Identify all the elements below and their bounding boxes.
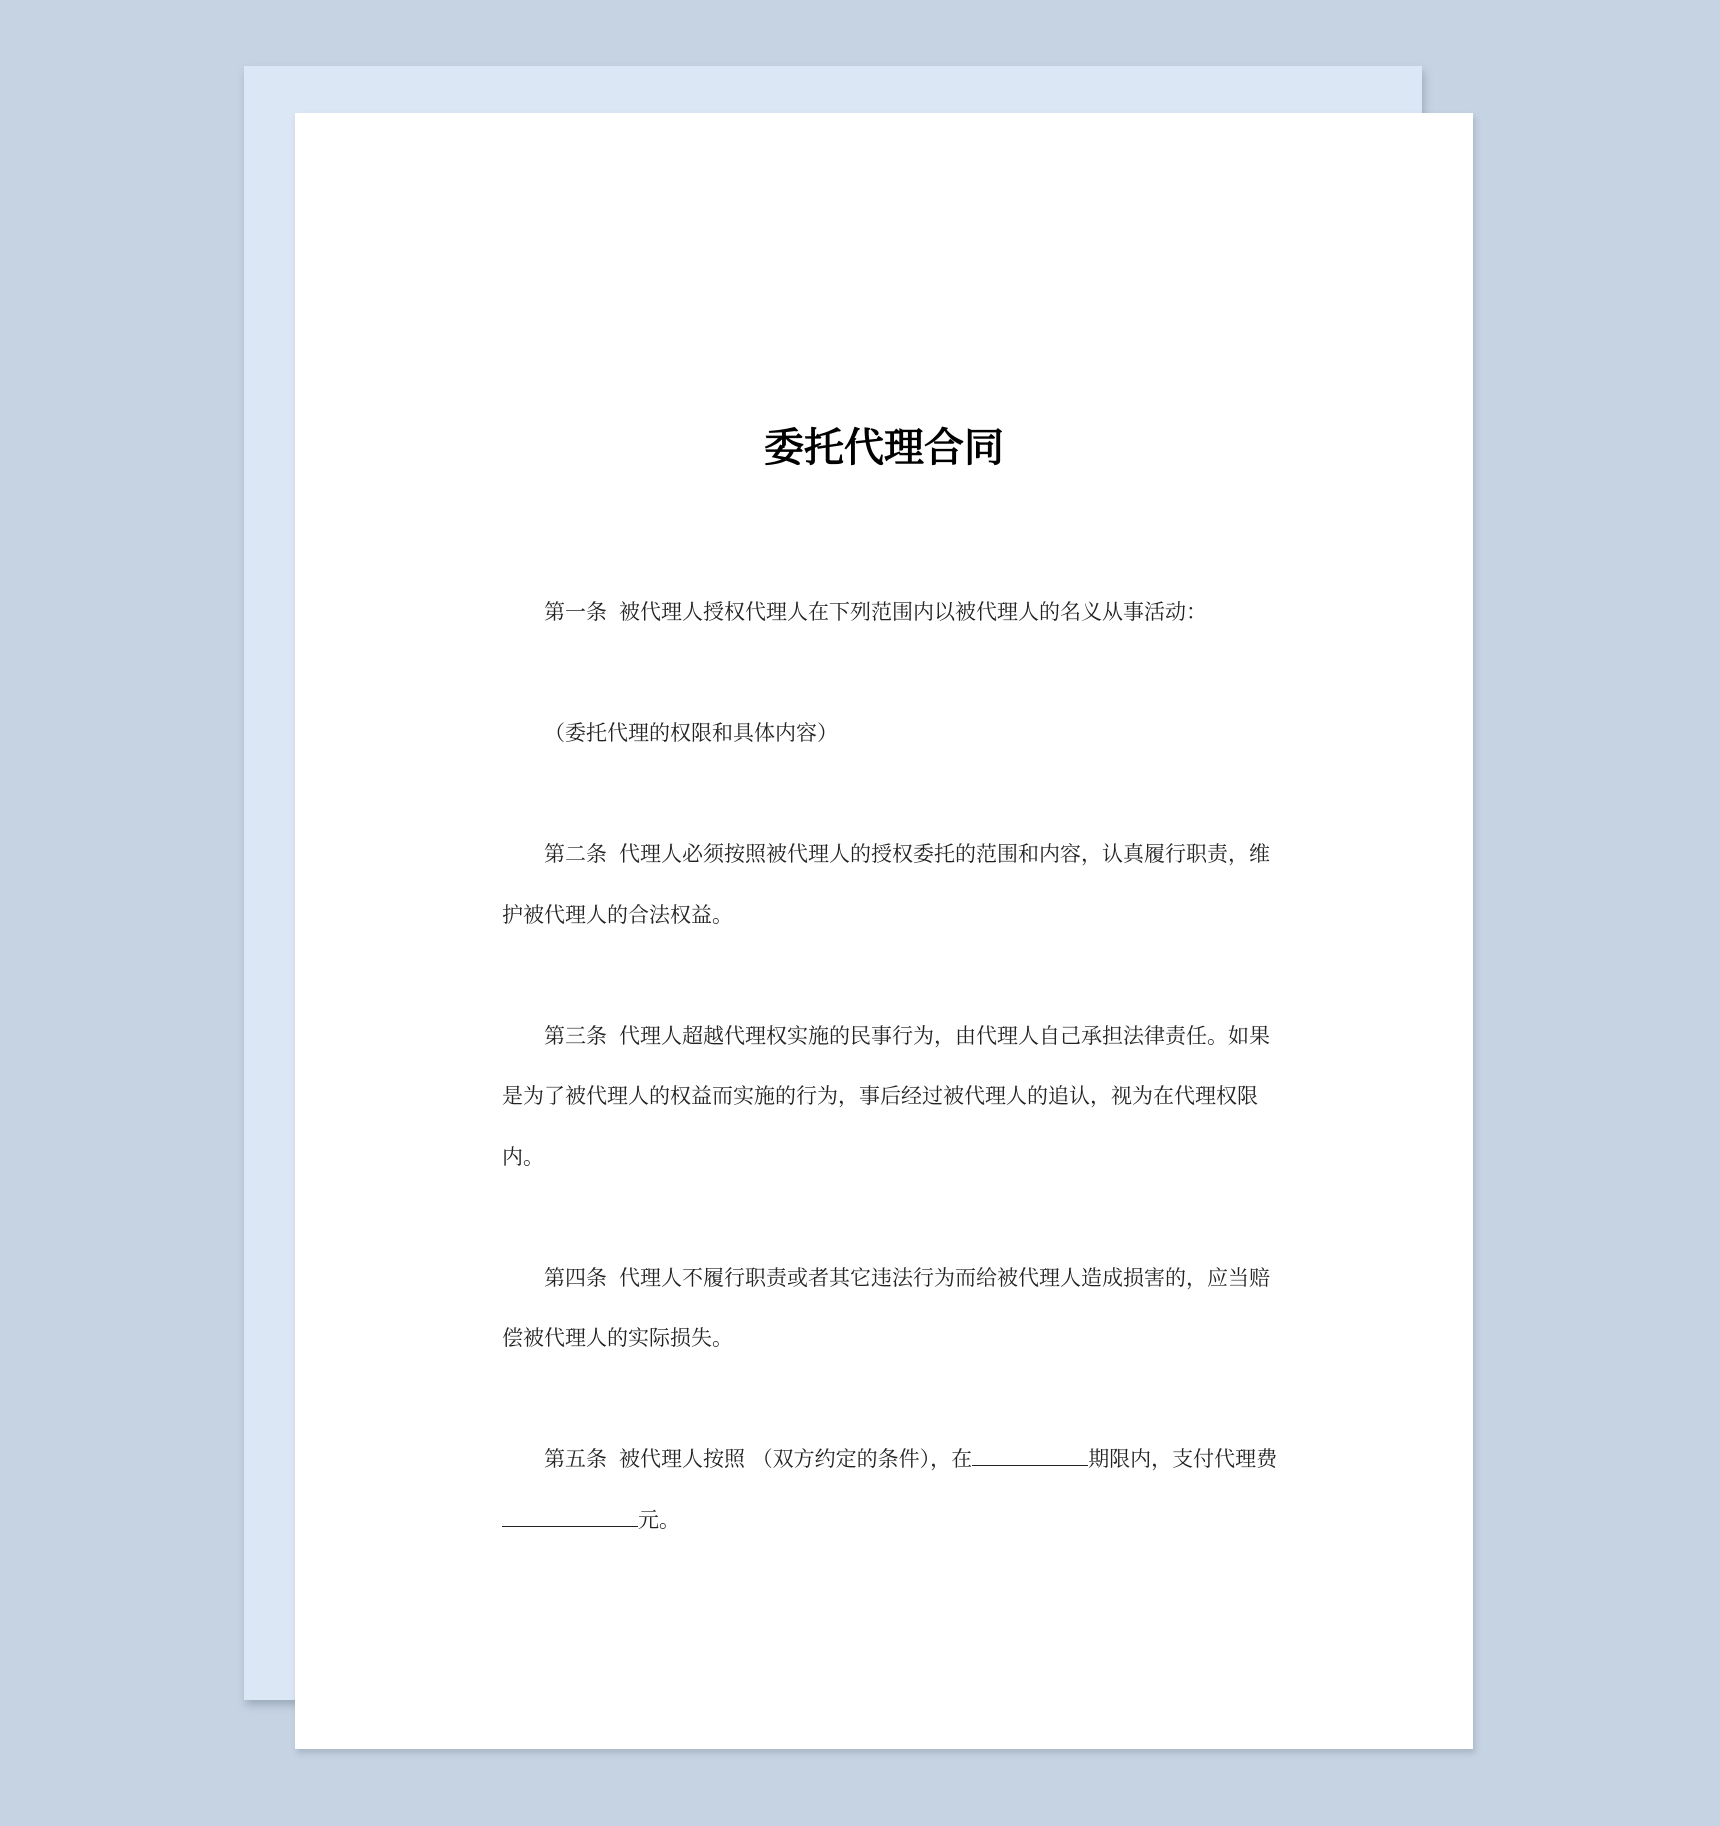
article-4-label: 第四条 [544, 1265, 607, 1290]
document-page [295, 113, 1473, 1749]
article-5 [502, 1429, 1288, 1550]
article-1 [502, 582, 1288, 643]
article-2-label: 第二条 [544, 842, 607, 866]
article-4-text: 代理人不履行职责或者其它违法行为而给被代理人造成损害的，应当赔偿被代理人的实际损失。 [502, 1265, 1270, 1350]
article-1-label: 第一条 [544, 600, 607, 624]
article-5-text-after: 元。 [638, 1507, 680, 1532]
article-3-text: 代理人超越代理权实施的民事行为，由代理人自己承担法律责任。如果是为了被代理人的权益而实施的行为，事后经过被代理人的追认，视为在代理权限内。 [502, 1023, 1270, 1169]
article-2-text: 代理人必须按照被代理人的授权委托的范围和内容，认真履行职责，维护被代理人的合法权益。 [502, 842, 1270, 927]
document-body [502, 582, 1288, 1550]
article-1-scope-text: （委托代理的权限和具体内容） [544, 721, 838, 745]
fee-blank-line [502, 1504, 638, 1527]
article-3 [502, 1006, 1288, 1188]
article-5-text-before: 被代理人按照 （双方约定的条件），在 [619, 1447, 973, 1471]
article-5-text-middle: 期限内，支付代理费 [1088, 1447, 1278, 1471]
period-blank-line [972, 1443, 1088, 1466]
article-4 [502, 1248, 1288, 1369]
article-3-label: 第三条 [544, 1023, 607, 1048]
article-1-scope-note [502, 703, 1288, 764]
document-title: 委托代理合同 [764, 425, 1004, 471]
article-2 [502, 824, 1288, 945]
article-5-label: 第五条 [544, 1447, 607, 1471]
article-1-text: 被代理人授权代理人在下列范围内以被代理人的名义从事活动： [619, 600, 1207, 624]
